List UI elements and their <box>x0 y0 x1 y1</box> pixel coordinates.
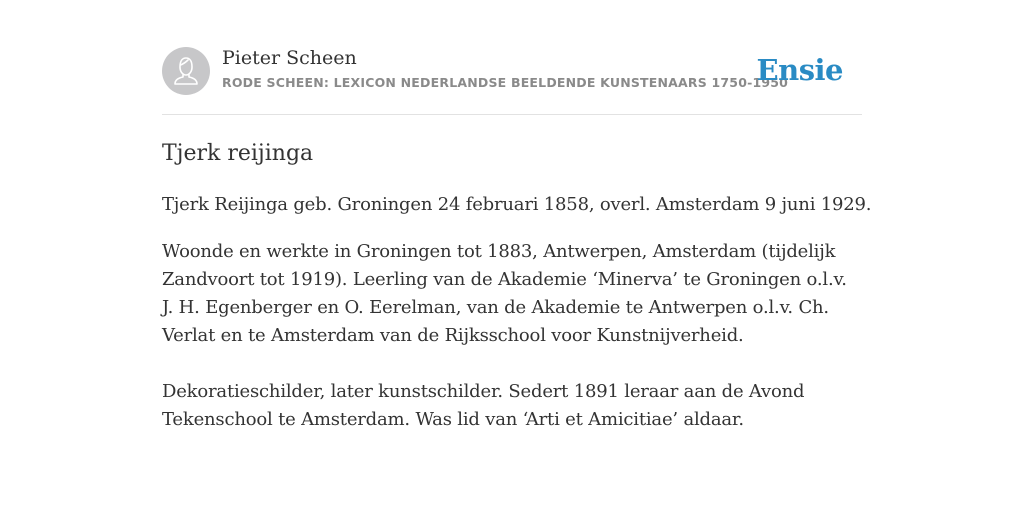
user-silhouette-icon <box>162 47 210 95</box>
article-title: Tjerk reijinga <box>162 141 314 166</box>
author-avatar[interactable] <box>162 47 210 95</box>
article-paragraph-career: Woonde en werkte in Groningen tot 1883, Antwerpen, Amsterdam (tijdelijk Zandvoort tot 1919). Leerling van de Akademie ‘Minerva’ te Groningen o.l.v. J. H. Egenberger en O. Eerelman, van de Akademie te Antwerpen o.l.v. Ch. Verlat en te Amsterdam van de Rijksschool voor Kunstnijverheid. <box>162 241 847 346</box>
author-name[interactable]: Pieter Scheen <box>222 47 357 69</box>
source-label[interactable]: RODE SCHEEN: LEXICON NEDERLANDSE BEELDENDE KUNSTENAARS 1750-1950 <box>222 75 789 90</box>
article-header <box>162 46 862 115</box>
article-card <box>162 46 872 434</box>
article-paragraph-birth: Tjerk Reijinga geb. Groningen 24 februari 1858, overl. Amsterdam 9 juni 1929. <box>162 194 872 215</box>
brand-logo[interactable]: Ensie <box>756 53 843 87</box>
article-paragraph-profession: Dekoratieschilder, later kunstschilder. Sedert 1891 leraar aan de Avond Tekenschool te Amsterdam. Was lid van ‘Arti et Amicitiae’ aldaar. <box>162 381 805 430</box>
